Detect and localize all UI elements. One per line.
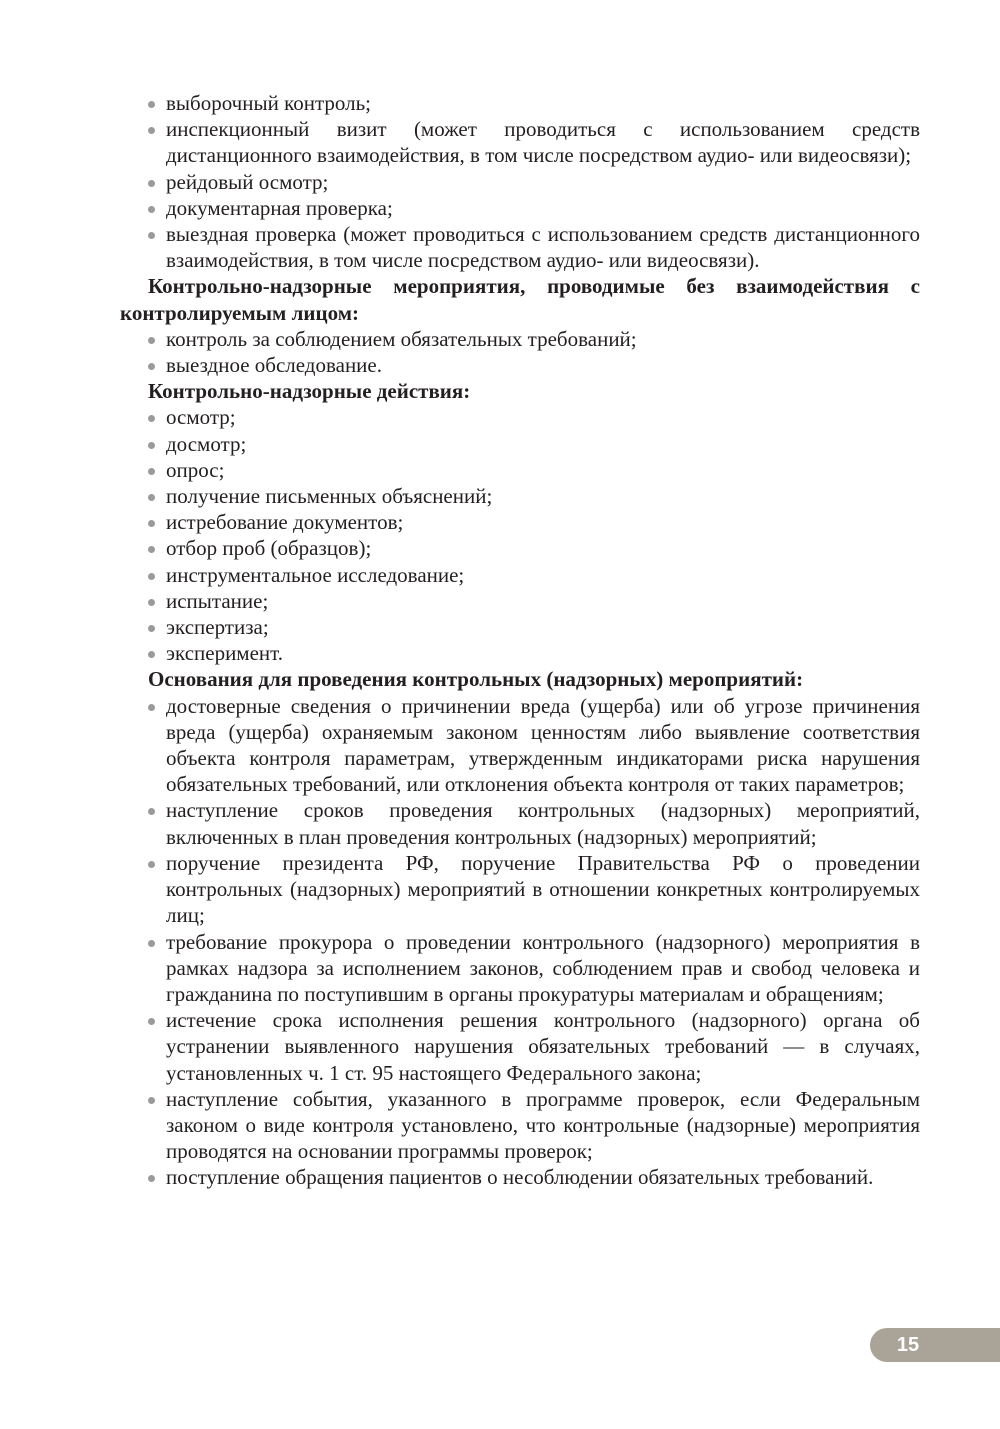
list-item-text: инструментальное исследование;: [166, 562, 465, 587]
page-content: [120, 90, 920, 1191]
bullet-icon: [148, 599, 155, 606]
list-item: [120, 404, 920, 430]
list-item: [120, 483, 920, 509]
list-item-text: требование прокурора о проведении контрольного (надзорного) мероприятия в рамках надзора за исполнением законов, соблюдением прав и свобод человека и гражданина по поступившим в органы прокуратуры материалам и обращениям;: [166, 929, 920, 1006]
bullet-icon: [148, 651, 155, 658]
bullet-icon: [148, 940, 155, 947]
list-item: [120, 640, 920, 666]
list-item-text: достоверные сведения о причинении вреда (ущерба) или об угрозе причинения вреда (ущерба) охраняемым законом ценностям либо выявление соответствия объекта контроля параметрам, утвержденным индикаторами риска нарушения обязательных требований, или отклонения объекта контроля от таких параметров;: [166, 693, 920, 797]
section-heading: Контрольно-надзорные мероприятия, проводимые без взаимодействия с контролируемым лицом:: [120, 274, 920, 325]
list-item-text: выездное обследование.: [166, 353, 382, 378]
list-item-text: наступление события, указанного в программе проверок, если Федеральным законом о виде контроля установлено, что контрольные (надзорные) мероприятия проводятся на основании программы проверок;: [166, 1086, 920, 1164]
list-item: [120, 457, 920, 483]
bullet-icon: [148, 704, 155, 711]
list-item-text: поступление обращения пациентов о несоблюдении обязательных требований.: [166, 1165, 874, 1190]
page-number-badge: [870, 1328, 1000, 1362]
list-item-text: выездная проверка (может проводиться с использованием средств дистанционного взаимодействия, в том числе посредством аудио- или видеосвязи).: [166, 222, 920, 273]
list-item: [120, 562, 920, 588]
list-item-text: истребование документов;: [166, 510, 404, 535]
bullet-icon: [148, 206, 155, 213]
list-item: [120, 352, 920, 378]
list-item: [120, 326, 920, 352]
section-heading: Основания для проведения контрольных (надзорных) мероприятий:: [148, 667, 804, 692]
bullet-icon: [148, 546, 155, 553]
bullet-icon: [148, 232, 155, 239]
list-control-actions: [120, 404, 920, 666]
bullet-icon: [148, 363, 155, 370]
list-item-text: истечение срока исполнения решения контрольного (надзорного) органа об устранении выявленного нарушения обязательных требований — в случаях, установленных ч. 1 ст. 95 настоящего Федерального закона;: [166, 1008, 920, 1085]
list-item-text: опрос;: [166, 457, 225, 482]
list-item-text: досмотр;: [166, 431, 247, 456]
list-item: [120, 195, 920, 221]
list-item: [120, 929, 920, 1008]
list-item-text: испытание;: [166, 588, 269, 613]
list-item-text: получение письменных объяснений;: [166, 484, 493, 509]
list-item: [120, 509, 920, 535]
list-item: [120, 797, 920, 849]
bullet-icon: [148, 494, 155, 501]
list-item: [120, 1086, 920, 1165]
bullet-icon: [148, 180, 155, 187]
page-number: 15: [896, 1334, 920, 1356]
list-item: [120, 90, 920, 116]
list-item: [120, 431, 920, 457]
bullet-icon: [148, 468, 155, 475]
list-item: [120, 535, 920, 561]
bullet-icon: [148, 520, 155, 527]
list-item-text: осмотр;: [166, 405, 236, 430]
list-item-text: инспекционный визит (может проводиться с использованием средств дистанционного взаимодействия, в том числе посредством аудио- или видеосвязи);: [166, 117, 920, 168]
bullet-icon: [148, 1018, 155, 1025]
bullet-icon: [148, 101, 155, 108]
list-item: [120, 221, 920, 273]
list-item-text: наступление сроков проведения контрольных (надзорных) мероприятий, включенных в план проведения контрольных (надзорных) мероприятий;: [166, 798, 920, 849]
bullet-icon: [148, 808, 155, 815]
bullet-icon: [148, 625, 155, 632]
bullet-icon: [148, 337, 155, 344]
list-no-interaction-measures: [120, 326, 920, 378]
bullet-icon: [148, 415, 155, 422]
list-item-text: отбор проб (образцов);: [166, 536, 372, 561]
list-item: [120, 850, 920, 929]
bullet-icon: [148, 127, 155, 134]
bullet-icon: [148, 1175, 155, 1182]
list-item: [120, 1007, 920, 1086]
bullet-icon: [148, 573, 155, 580]
list-item-text: эксперимент.: [166, 641, 284, 666]
list-item: [120, 588, 920, 614]
bullet-icon: [148, 861, 155, 868]
list-item: [120, 1164, 920, 1190]
list-item-text: рейдовый осмотр;: [166, 169, 329, 194]
list-item-text: поручение президента РФ, поручение Правительства РФ о проведении контрольных (надзорных) мероприятий в отношении конкретных контролируемых лиц;: [166, 850, 920, 928]
list-item-text: экспертиза;: [166, 615, 269, 640]
list-item: [120, 169, 920, 195]
list-item-text: контроль за соблюдением обязательных требований;: [166, 326, 637, 351]
bullet-icon: [148, 442, 155, 449]
section-heading: Контрольно-надзорные действия:: [148, 379, 471, 404]
list-grounds: [120, 693, 920, 1191]
list-control-measures: [120, 90, 920, 273]
list-item: [120, 614, 920, 640]
list-item: [120, 693, 920, 798]
list-item-text: выборочный контроль;: [166, 91, 371, 115]
bullet-icon: [148, 1097, 155, 1104]
list-item: [120, 116, 920, 168]
list-item-text: документарная проверка;: [166, 195, 393, 220]
